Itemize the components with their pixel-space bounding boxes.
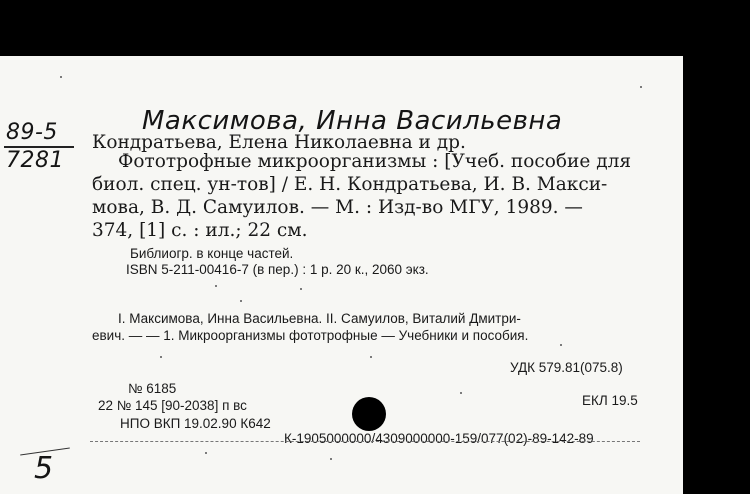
title-line: биол. спец. ун-тов] / Е. Н. Кондратьева, И. В. Макси-	[92, 174, 608, 195]
title-line: 374, [1] с. : ил.; 22 см.	[92, 220, 308, 241]
tracing-line: I. Максимова, Инна Васильевна. II. Самуилов, Виталий Дмитри-	[118, 311, 521, 326]
scan-speck	[370, 356, 372, 358]
scan-speck	[60, 76, 62, 78]
tracing-line: евич. — — 1. Микроорганизмы фототрофные — Учебники и пособия.	[92, 328, 529, 343]
call-number-bottom: 7281	[6, 148, 64, 173]
card-heading: Кондратьева, Елена Николаевна и др.	[92, 132, 466, 153]
scan-speck	[300, 288, 302, 290]
bibliography-note: Библиогр. в конце частей.	[130, 246, 294, 261]
scan-speck	[205, 452, 207, 454]
scan-speck	[330, 458, 332, 460]
title-line: Фототрофные микроорганизмы : [Учеб. пособие для	[118, 151, 632, 172]
scan-speck	[240, 300, 242, 302]
handwritten-author: Максимова, Инна Васильевна	[142, 106, 563, 136]
scan-speck	[640, 86, 642, 88]
bottom-dashed-rule	[90, 441, 640, 442]
ekl-code: ЕКЛ 19.5	[582, 393, 638, 408]
punch-hole	[352, 397, 386, 431]
scan-speck	[560, 344, 562, 346]
scan-speck	[460, 392, 462, 394]
scan-speck	[215, 285, 217, 287]
scan-speck	[160, 356, 162, 358]
isbn-note: ISBN 5-211-00416-7 (в пер.) : 1 р. 20 к., 2060 экз.	[126, 262, 429, 277]
k-code: К-1905000000/4309000000-159/077(02)-89-142-89	[284, 431, 594, 446]
card-number: № 6185	[128, 381, 177, 396]
call-number-top: 89-5	[6, 120, 58, 145]
handwritten-bottom-mark: 5	[34, 451, 54, 486]
catalog-card	[0, 56, 683, 494]
order-info: 22 № 145 [90-2038] п вс	[98, 398, 247, 413]
title-line: мова, В. Д. Самуилов. — М. : Изд-во МГУ, 1989. —	[92, 197, 583, 218]
npo-info: НПО ВКП 19.02.90 К642	[120, 416, 271, 431]
udk-code: УДК 579.81(075.8)	[510, 360, 623, 375]
